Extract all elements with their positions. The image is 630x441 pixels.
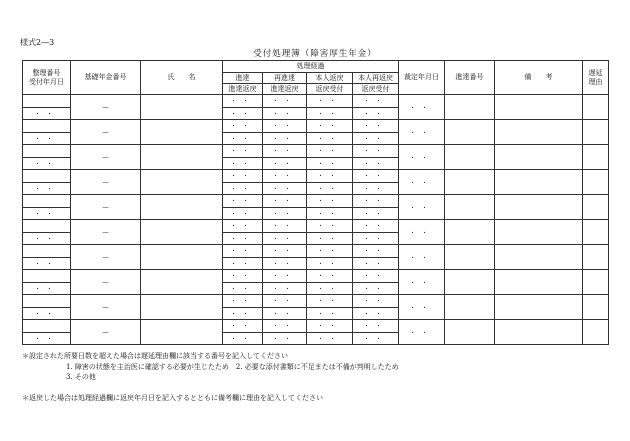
pension-no-cell[interactable]: ―	[71, 145, 141, 170]
pension-no-cell[interactable]: ―	[71, 120, 141, 145]
delay-reason-header: 遅延 理由	[583, 61, 609, 95]
process-cell[interactable]: ・・	[263, 207, 307, 220]
process-cell[interactable]: ・・	[223, 245, 263, 258]
receipt-no-cell[interactable]	[23, 220, 71, 233]
decision-date-cell[interactable]: ・・	[399, 170, 445, 195]
decision-date-cell[interactable]: ・・	[399, 270, 445, 295]
process-cell[interactable]: ・・	[223, 195, 263, 208]
table-row	[23, 270, 609, 283]
process-cell[interactable]: ・・	[307, 182, 353, 195]
decision-date-header: 裁定年月日	[399, 61, 445, 95]
pension-no-cell[interactable]: ―	[71, 245, 141, 270]
delay-reason-cell[interactable]	[583, 95, 609, 120]
process-cell[interactable]: ・・	[263, 157, 307, 170]
decision-date-cell[interactable]: ・・	[399, 320, 445, 345]
process-cell[interactable]: ・・	[223, 132, 263, 145]
advance-no-cell[interactable]	[445, 270, 495, 295]
process-cell[interactable]: ・・	[223, 220, 263, 233]
pension-no-header: 基礎年金番号	[71, 61, 141, 95]
advance-no-cell[interactable]	[445, 95, 495, 120]
process-cell[interactable]: ・・	[353, 320, 399, 333]
remarks-header: 備 考	[495, 61, 583, 95]
process-cell[interactable]: ・・	[307, 145, 353, 158]
name-cell[interactable]	[141, 95, 223, 120]
name-header: 氏 名	[141, 61, 223, 95]
process-cell[interactable]: ・・	[263, 295, 307, 308]
pension-no-cell[interactable]: ―	[71, 220, 141, 245]
register-table	[22, 60, 609, 345]
process-cell[interactable]: ・・	[307, 232, 353, 245]
pension-no-cell[interactable]: ―	[71, 295, 141, 320]
note-return: ＊返戻した場合は処理経過欄に返戻年月日を記入するとともに備考欄に理由を記入してください	[22, 393, 323, 402]
return-receipt-header: 返戻受付	[307, 84, 353, 95]
process-cell[interactable]: ・・	[263, 120, 307, 133]
process-cell[interactable]: ・・	[353, 282, 399, 295]
advance-no-cell[interactable]	[445, 145, 495, 170]
delay-reason-cell[interactable]	[583, 320, 609, 345]
process-cell[interactable]: ・・	[307, 207, 353, 220]
receipt-no-cell[interactable]	[23, 295, 71, 308]
process-cell[interactable]: ・・	[223, 320, 263, 333]
table-row	[23, 120, 609, 133]
process-cell[interactable]: ・・	[307, 132, 353, 145]
process-cell[interactable]: ・・	[223, 170, 263, 183]
process-cell[interactable]: ・・	[307, 282, 353, 295]
process-cell[interactable]: ・・	[263, 95, 307, 108]
receipt-no-cell[interactable]	[23, 170, 71, 183]
process-cell[interactable]: ・・	[353, 157, 399, 170]
readvance-header: 再進達	[263, 73, 307, 84]
process-cell[interactable]: ・・	[307, 307, 353, 320]
table-row	[23, 320, 609, 333]
table-row	[23, 170, 609, 183]
name-cell[interactable]	[141, 195, 223, 220]
process-cell[interactable]: ・・	[263, 195, 307, 208]
process-cell[interactable]: ・・	[353, 170, 399, 183]
receipt-no-cell[interactable]	[23, 245, 71, 258]
process-cell[interactable]: ・・	[353, 145, 399, 158]
advance-return-header: 進達返戻	[223, 84, 263, 95]
process-cell[interactable]: ・・	[223, 95, 263, 108]
note-other: 3. その他	[66, 373, 96, 381]
form-id: 様式2―3	[20, 38, 55, 47]
delay-reason-cell[interactable]	[583, 270, 609, 295]
process-cell[interactable]: ・・	[223, 307, 263, 320]
process-cell[interactable]: ・・	[223, 207, 263, 220]
decision-date-cell[interactable]: ・・	[399, 120, 445, 145]
receipt-date-cell[interactable]: ・・	[23, 282, 71, 295]
process-cell[interactable]: ・・	[263, 107, 307, 120]
advance-no-cell[interactable]	[445, 220, 495, 245]
process-cell[interactable]: ・・	[223, 182, 263, 195]
re-return-header: 本人再返戻	[353, 73, 399, 84]
process-cell[interactable]: ・・	[223, 157, 263, 170]
advance-no-cell[interactable]	[445, 245, 495, 270]
process-cell[interactable]: ・・	[263, 332, 307, 345]
process-cell[interactable]: ・・	[263, 257, 307, 270]
remarks-cell[interactable]	[495, 320, 583, 345]
advance-no-cell[interactable]	[445, 295, 495, 320]
process-cell[interactable]: ・・	[307, 170, 353, 183]
receipt-date-cell[interactable]: ・・	[23, 107, 71, 120]
process-cell[interactable]: ・・	[263, 270, 307, 283]
table-row	[23, 245, 609, 258]
name-cell[interactable]	[141, 320, 223, 345]
process-cell[interactable]: ・・	[307, 332, 353, 345]
pension-no-cell[interactable]: ―	[71, 95, 141, 120]
process-cell[interactable]: ・・	[307, 257, 353, 270]
note-reasons: 1. 障害の状態を主治医に確認する必要が生じたため 2. 必要な添付書類に不足または不備が判明したため	[66, 362, 399, 371]
process-cell[interactable]: ・・	[353, 195, 399, 208]
remarks-cell[interactable]	[495, 195, 583, 220]
receipt-no-cell[interactable]	[23, 270, 71, 283]
receipt-date-cell[interactable]: ・・	[23, 257, 71, 270]
name-cell[interactable]	[141, 170, 223, 195]
receipt-no-cell[interactable]	[23, 120, 71, 133]
table-row	[23, 220, 609, 233]
receipt-no-cell[interactable]	[23, 145, 71, 158]
pension-no-cell[interactable]: ―	[71, 320, 141, 345]
process-cell[interactable]: ・・	[307, 120, 353, 133]
resubmit-receipt-header: 返戻受付	[353, 84, 399, 95]
remarks-cell[interactable]	[495, 170, 583, 195]
table-row	[23, 95, 609, 108]
form-title: 受付処理簿（障害厚生年金）	[253, 49, 377, 59]
process-cell[interactable]: ・・	[263, 145, 307, 158]
table-row	[23, 195, 609, 208]
delay-reason-cell[interactable]	[583, 220, 609, 245]
process-cell[interactable]: ・・	[307, 320, 353, 333]
remarks-cell[interactable]	[495, 95, 583, 120]
process-cell[interactable]: ・・	[353, 232, 399, 245]
remarks-cell[interactable]	[495, 220, 583, 245]
advance-no-header: 進達番号	[445, 61, 495, 95]
process-cell[interactable]: ・・	[263, 245, 307, 258]
remarks-cell[interactable]	[495, 145, 583, 170]
process-cell[interactable]: ・・	[223, 282, 263, 295]
process-cell[interactable]: ・・	[353, 245, 399, 258]
receipt-date-cell[interactable]: ・・	[23, 232, 71, 245]
receipt-date-cell[interactable]: ・・	[23, 332, 71, 345]
receipt-date-cell[interactable]: ・・	[23, 157, 71, 170]
process-cell[interactable]: ・・	[307, 195, 353, 208]
name-cell[interactable]	[141, 245, 223, 270]
process-cell[interactable]: ・・	[263, 232, 307, 245]
name-cell[interactable]	[141, 120, 223, 145]
delay-reason-cell[interactable]	[583, 170, 609, 195]
process-cell[interactable]: ・・	[353, 307, 399, 320]
name-cell[interactable]	[141, 270, 223, 295]
remarks-cell[interactable]	[495, 270, 583, 295]
process-cell[interactable]: ・・	[307, 220, 353, 233]
delay-reason-cell[interactable]	[583, 145, 609, 170]
process-header: 処理経過	[223, 61, 399, 73]
advance-no-cell[interactable]	[445, 120, 495, 145]
process-cell[interactable]: ・・	[263, 282, 307, 295]
process-cell[interactable]: ・・	[263, 220, 307, 233]
process-cell[interactable]: ・・	[353, 182, 399, 195]
advance-no-cell[interactable]	[445, 170, 495, 195]
process-cell[interactable]: ・・	[307, 157, 353, 170]
decision-date-cell[interactable]: ・・	[399, 245, 445, 270]
table-row	[23, 295, 609, 308]
remarks-cell[interactable]	[495, 245, 583, 270]
return-header: 本人返戻	[307, 73, 353, 84]
process-cell[interactable]: ・・	[353, 270, 399, 283]
process-cell[interactable]: ・・	[223, 120, 263, 133]
readvance-return-header: 進達返戻	[263, 84, 307, 95]
receipt-date-cell[interactable]: ・・	[23, 132, 71, 145]
delay-reason-cell[interactable]	[583, 195, 609, 220]
process-cell[interactable]: ・・	[223, 145, 263, 158]
process-cell[interactable]: ・・	[223, 270, 263, 283]
process-cell[interactable]: ・・	[223, 107, 263, 120]
pension-no-cell[interactable]: ―	[71, 195, 141, 220]
process-cell[interactable]: ・・	[263, 132, 307, 145]
process-cell[interactable]: ・・	[223, 332, 263, 345]
process-cell[interactable]: ・・	[353, 332, 399, 345]
receipt-no-cell[interactable]	[23, 320, 71, 333]
remarks-cell[interactable]	[495, 120, 583, 145]
name-cell[interactable]	[141, 145, 223, 170]
name-cell[interactable]	[141, 220, 223, 245]
receipt-header: 整理番号 受付年月日	[23, 61, 71, 95]
receipt-date-cell[interactable]: ・・	[23, 307, 71, 320]
delay-reason-cell[interactable]	[583, 295, 609, 320]
delay-reason-cell[interactable]	[583, 245, 609, 270]
process-cell[interactable]: ・・	[307, 95, 353, 108]
advance-no-cell[interactable]	[445, 320, 495, 345]
process-cell[interactable]: ・・	[307, 295, 353, 308]
process-cell[interactable]: ・・	[223, 295, 263, 308]
process-cell[interactable]: ・・	[353, 220, 399, 233]
process-cell[interactable]: ・・	[307, 245, 353, 258]
table-row	[23, 145, 609, 158]
process-cell[interactable]: ・・	[307, 107, 353, 120]
advance-header: 進達	[223, 73, 263, 84]
process-cell[interactable]: ・・	[353, 207, 399, 220]
process-cell[interactable]: ・・	[353, 132, 399, 145]
process-cell[interactable]: ・・	[353, 257, 399, 270]
process-cell[interactable]: ・・	[353, 295, 399, 308]
name-cell[interactable]	[141, 295, 223, 320]
receipt-date-cell[interactable]: ・・	[23, 182, 71, 195]
process-cell[interactable]: ・・	[353, 120, 399, 133]
decision-date-cell[interactable]: ・・	[399, 95, 445, 120]
remarks-cell[interactable]	[495, 295, 583, 320]
delay-reason-cell[interactable]	[583, 120, 609, 145]
advance-no-cell[interactable]	[445, 195, 495, 220]
note-delay: ＊設定された所要日数を超えた場合は遅延理由欄に該当する番号を記入してください	[22, 352, 288, 360]
receipt-date-cell[interactable]: ・・	[23, 207, 71, 220]
decision-date-cell[interactable]: ・・	[399, 295, 445, 320]
register-rows	[23, 95, 609, 345]
decision-date-cell[interactable]: ・・	[399, 220, 445, 245]
process-cell[interactable]: ・・	[307, 270, 353, 283]
decision-date-cell[interactable]: ・・	[399, 145, 445, 170]
pension-no-cell[interactable]: ―	[71, 170, 141, 195]
decision-date-cell[interactable]: ・・	[399, 195, 445, 220]
process-cell[interactable]: ・・	[263, 170, 307, 183]
process-cell[interactable]: ・・	[353, 107, 399, 120]
receipt-no-cell[interactable]	[23, 95, 71, 108]
process-cell[interactable]: ・・	[263, 182, 307, 195]
process-cell[interactable]: ・・	[353, 95, 399, 108]
process-cell[interactable]: ・・	[263, 307, 307, 320]
notes	[22, 351, 399, 403]
process-cell[interactable]: ・・	[223, 232, 263, 245]
receipt-no-cell[interactable]	[23, 195, 71, 208]
pension-no-cell[interactable]: ―	[71, 270, 141, 295]
process-cell[interactable]: ・・	[263, 320, 307, 333]
process-cell[interactable]: ・・	[223, 257, 263, 270]
